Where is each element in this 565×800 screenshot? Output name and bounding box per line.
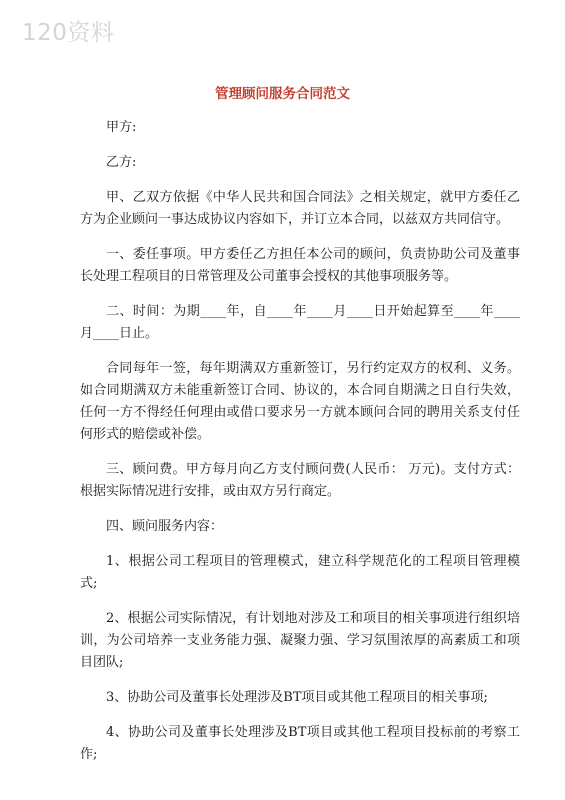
service-item-3: 3、协助公司及董事长处理涉及BT项目或其他工程项目的相关事项; [106,690,488,705]
watermark-logo: 120资料 [22,20,115,46]
clause-appointment: 一、委任事项。甲方委任乙方担任本公司的顾问，负责协助公司及董事长处理工程项目的日常管理及公司董事会授权的其他事项服务等。 [80,247,520,284]
clause-services-heading: 四、顾问服务内容： [106,519,224,534]
document-title: 管理顾问服务合同范文 [215,86,350,102]
preamble-paragraph: 甲、乙双方依据《中华人民共和国合同法》之相关规定，就甲方委任乙方为企业顾问一事达成协议内容如下，并订立本合同，以兹双方共同信守。 [80,190,520,227]
party-a-line: 甲方: [106,120,137,135]
clause-term: 二、时间：为期____年，自____年____月____日开始起算至____年____月____日止。 [80,304,520,341]
clause-renewal: 合同每年一签，每年期满双方重新签订，另行约定双方的权利、义务。如合同期满双方未能重新签订合同、协议的，本合同自期满之日自行失效，任何一方不得经任何理由或借口要求另一方就本顾问合同的聘用关系支付任何形式的赔偿或补偿。 [80,361,520,442]
service-item-1: 1、根据公司工程项目的管理模式，建立科学规范化的工程项目管理模式; [80,554,520,591]
service-item-2: 2、根据公司实际情况，有计划地对涉及工和项目的相关事项进行组织培训，为公司培养一支业务能力强、凝聚力强、学习氛围浓厚的高素质工和项目团队; [80,611,520,670]
clause-fee: 三、顾问费。甲方每月向乙方支付顾问费(人民币： 万元)。支付方式：根据实际情况进行安排，或由双方另行商定。 [80,462,520,499]
document-body [80,117,520,779]
service-item-4: 4、协助公司及董事长处理涉及BT项目或其他工程项目投标前的考察工作; [80,725,520,762]
party-b-line: 乙方: [106,155,137,170]
